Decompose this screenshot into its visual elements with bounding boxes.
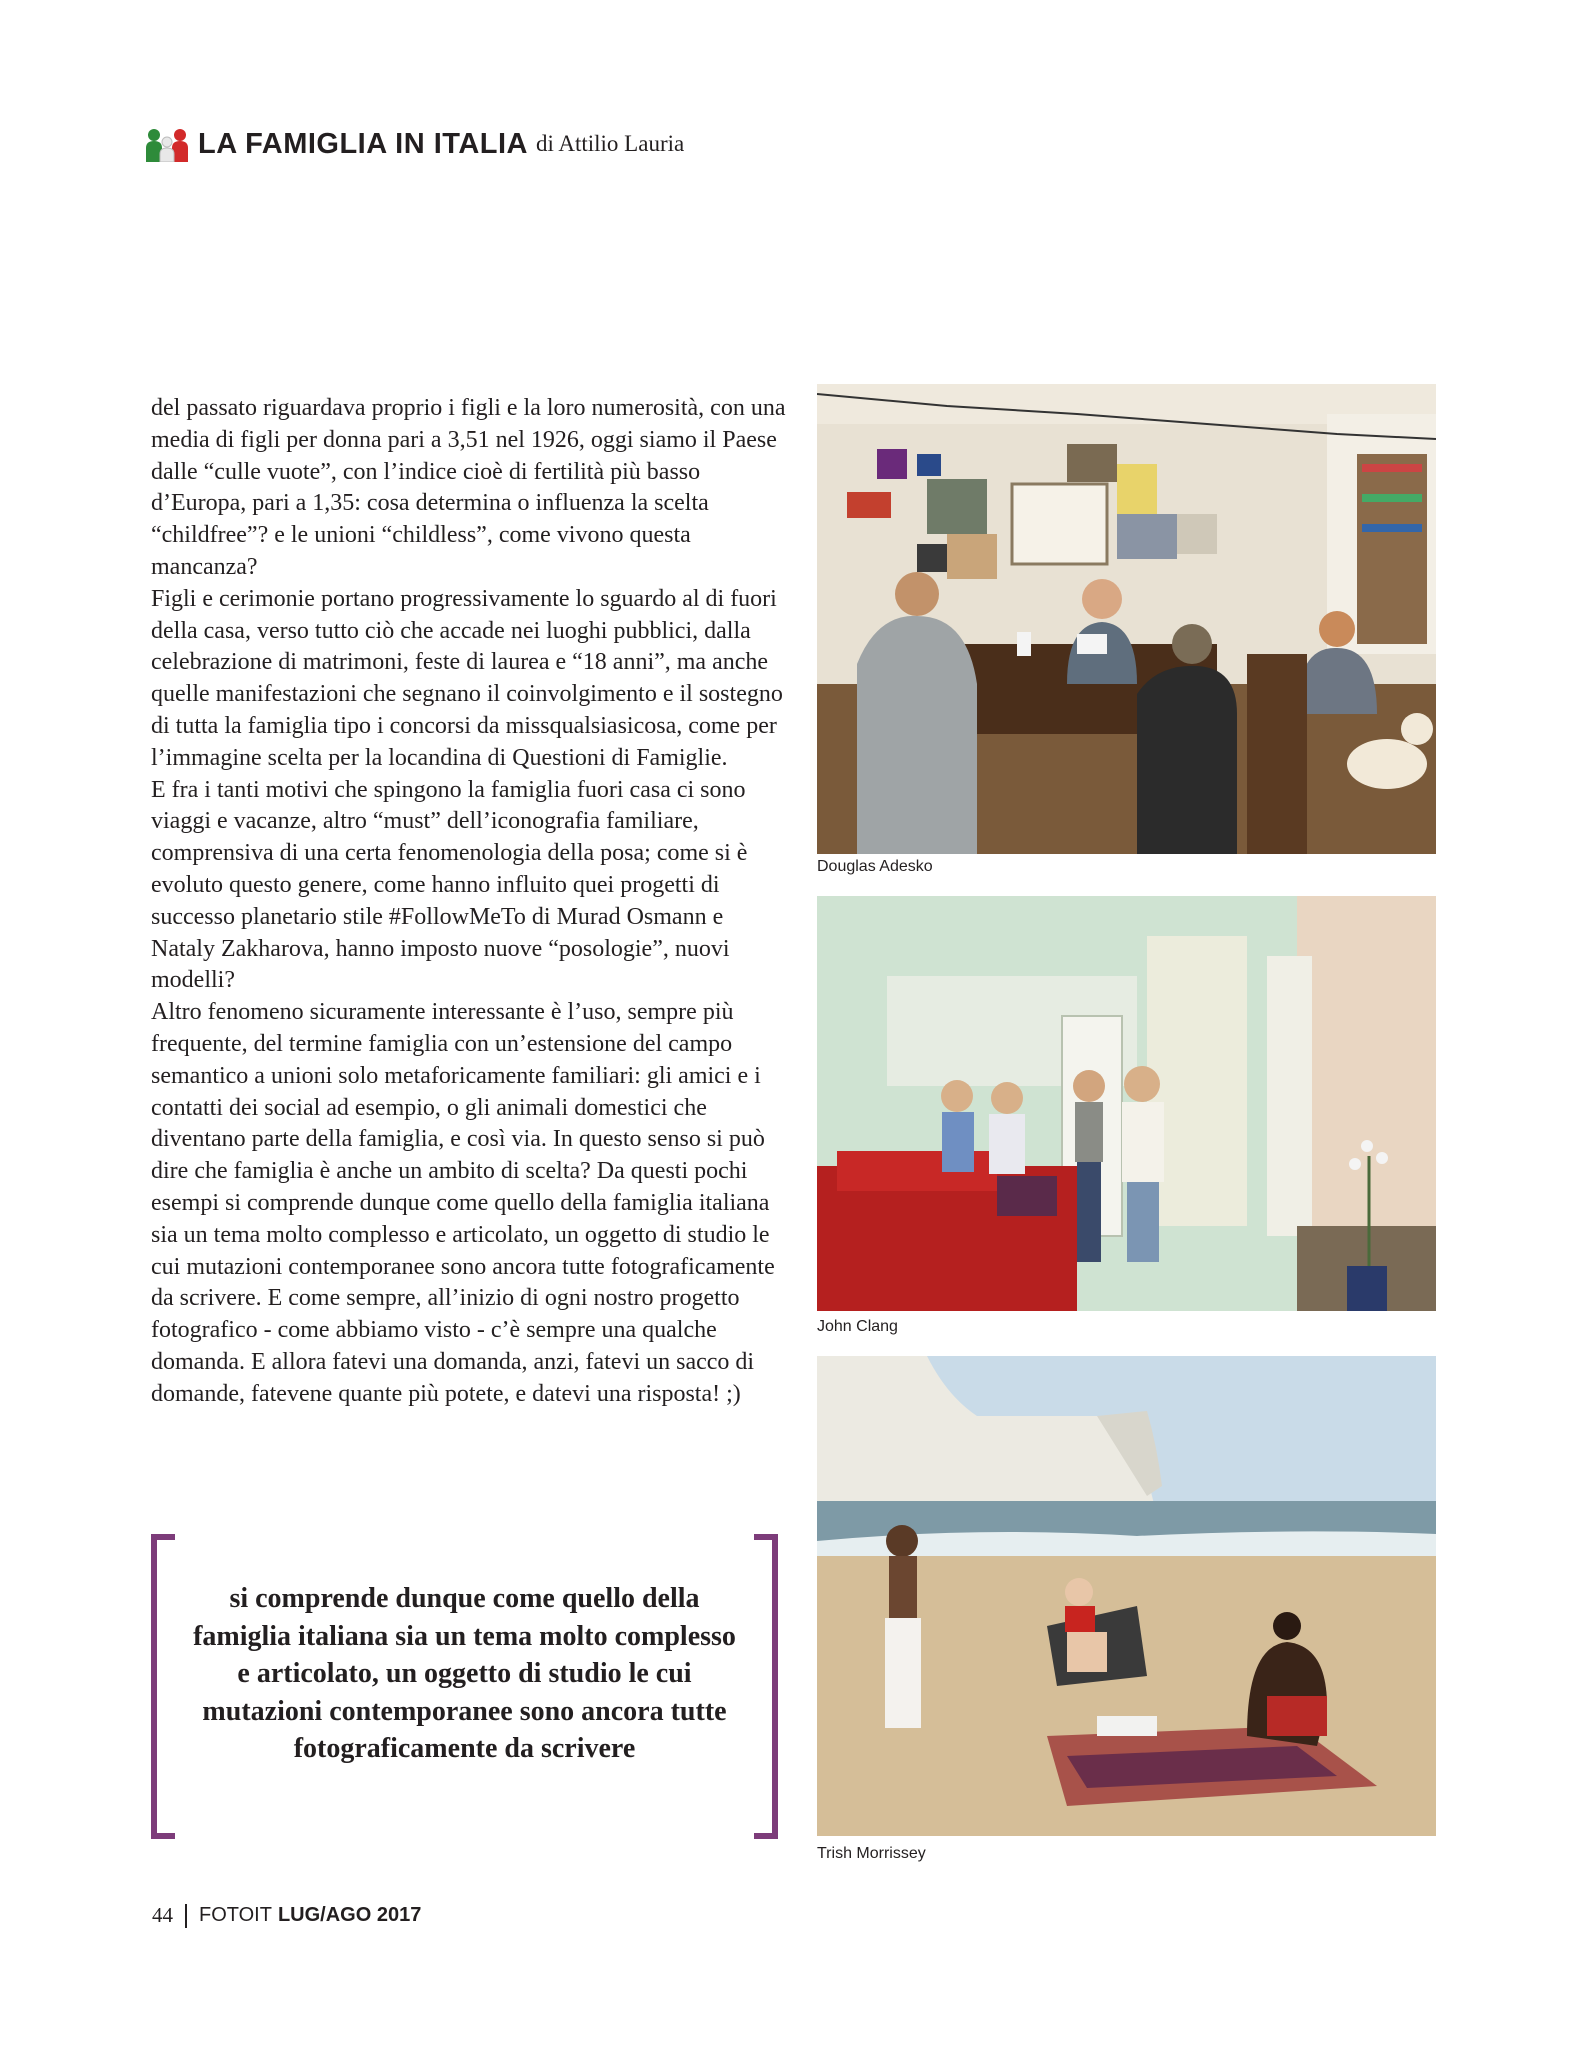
paragraph: del passato riguardava proprio i figli e la loro numerosità, con una media di figli per donna pari a 3,51 nel 1926, oggi siamo il Paese dalle “culle vuote”, con l’indice cioè di fertilità più basso d’Europa, pari a 1,35: cosa determina o influenza la scelta “childfree”? e le unioni “childless”, come vivono questa mancanza? — [151, 395, 786, 580]
photo-beach-family — [817, 1356, 1436, 1836]
photo-projected-family — [817, 896, 1436, 1311]
paragraph: Altro fenomeno sicuramente interessante è l’uso, sempre più frequente, del termine famiglia con un’estensione del campo semantico a unioni solo metaforicamente familiari: gli amici e i contatti dei social ad esempio, o gli animali domestici che diventano parte della famiglia, e così via. In questo senso si può dire che famiglia è anche un ambito di scelta? Da questi pochi esempi si comprende dunque come quello della famiglia italiana sia un tema molto complesso e articolato, un oggetto di studio le cui mutazioni contemporanee sono ancora tutte fotograficamente da scrivere. E come sempre, all’inizio di ogni nostro progetto fotografico - come abbiamo visto - c’è sempre una qualche domanda. E allora fatevi una domanda, anzi, fatevi un sacco di domande, fatevene quante più potete, e datevi una risposta! ;) — [151, 999, 775, 1407]
paragraph: Figli e cerimonie portano progressivamente lo sguardo al di fuori della casa, verso tutto ciò che accade nei luoghi pubblici, dalla celebrazione di matrimoni, feste di laurea e “18 anni”, ma anche quelle manifestazioni che segnano il coinvolgimento e il sostegno di tutta la famiglia tipo i concorsi da missqualsiasicosa, come per l’immagine scelta per la locandina di Questioni di Famiglie. — [151, 585, 783, 771]
issue-date: LUG/AGO 2017 — [277, 1904, 422, 1926]
photo-credit: Trish Morrissey — [817, 1845, 926, 1862]
photo-credit: Douglas Adesko — [817, 858, 933, 875]
section-title: LA FAMIGLIA IN ITALIA — [198, 127, 528, 160]
section-header — [144, 124, 684, 164]
pull-quote-text: si comprende dunque come quello della famiglia italiana sia un tema molto complesso e articolato, un oggetto di studio le cui mutazioni contemporanee sono ancora tutte fotograficamente da scrivere — [193, 1583, 736, 1765]
magazine-name: FOTOIT — [199, 1904, 272, 1926]
page-number: 44 — [152, 1903, 173, 1927]
photo-credit: John Clang — [817, 1318, 898, 1335]
paragraph: E fra i tanti motivi che spingono la famiglia fuori casa ci sono viaggi e vacanze, altro “must” dell’iconografia familiare, comprensiva di una certa fenomenologia della posa; come si è evoluto questo genere, come hanno influito quei progetti di successo planetario stile #FollowMeTo di Murad Osmann e Nataly Zakharova, hanno imposto nuove “posologie”, nuovi modelli? — [151, 776, 748, 994]
pull-quote — [151, 1534, 778, 1843]
page-footer — [152, 1903, 421, 1928]
right-bracket — [754, 1534, 778, 1839]
article-body — [151, 393, 791, 1411]
footer-divider — [185, 1904, 187, 1928]
left-bracket — [151, 1534, 175, 1839]
family-logo-icon — [144, 126, 190, 162]
author-byline: di Attilio Lauria — [536, 131, 685, 156]
photo-dining-family — [817, 384, 1436, 854]
